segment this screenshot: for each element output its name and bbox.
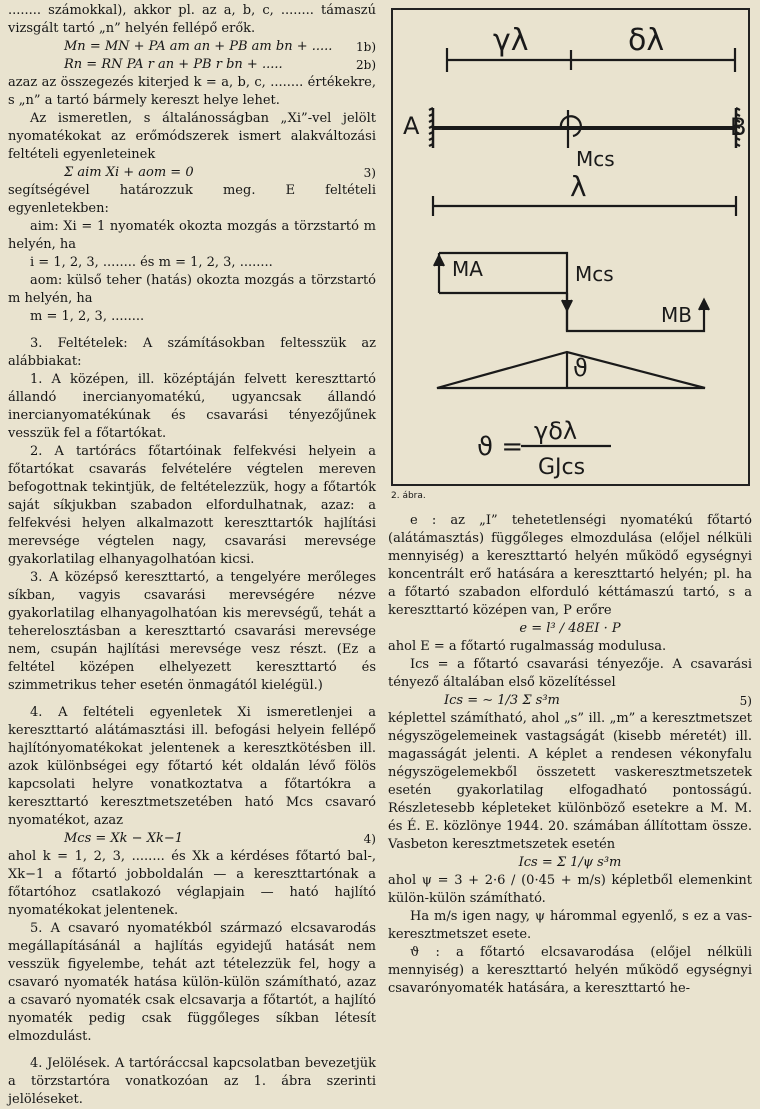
label-mb: MB — [661, 303, 692, 327]
paragraph: i = 1, 2, 3, ........ és m = 1, 2, 3, ........ — [30, 255, 273, 270]
paragraph: aim: Xi = 1 nyomaték okozta mozgás a törzstartó m helyén, ha — [8, 219, 376, 252]
equation-text: Mcs = Xk − Xk−1 — [64, 831, 184, 846]
arrow-mb — [699, 300, 709, 310]
paragraph: ϑ : a főtartó elcsavarodása (előjel nélküli mennyiség) a kereszttartó helyén működő egységnyi csavarónyomaték hatására, a kereszttartó he- — [388, 945, 752, 996]
formula-numerator: γδλ — [534, 417, 578, 445]
label-lambda: λ — [570, 170, 587, 203]
paragraph: 2. A tartórács főtartóinak felfekvési helyein a főtartókat csavarás felvételére végtelen mereven befogottnak tekintjük, de feltételezzük, hogy a főtartók saját síkjukban szabadon elfordulhatnak, azaz: a felfekvési helyen alkalmazott kereszttartók hajlítási merevsége végtelen nagy, csavarási merevsége gyakorlatilag elhanyagolhatóan kicsi. — [8, 444, 376, 567]
equation-number: 3) — [363, 166, 376, 180]
paragraph: 5. A csavaró nyomatékból származó elcsavarodás megállapításánál a hajlítás egyidejű hatását nem vesszük figyelembe, tehát azt tételezzük fel, hogy a csavaró nyomaték hatása külön-külön számítható, azaz a csavaró nyomaték csak elcsavarja a főtartót, a hajlító nyomaték pedig csak függőleges síkban létesít elmozdulást. — [8, 921, 376, 1044]
paragraph: e : az „I” tehetetlenségi nyomatékú főtartó (alátámasztás) függőleges elmozdulása (előjel nélküli mennyiség) a kereszttartó helyén működő egységnyi koncentrált erő hatására a kereszttartó helyén; pl. ha a főtartó szabadon elforduló kéttámaszú tartó, s a kereszttartó középen van, P erőre — [388, 513, 752, 618]
paragraph: 4. Jelölések. A tartóráccsal kapcsolatban bevezetjük a törzstartóra vonatkozóan az 1. ábra szerinti jelöléseket. — [8, 1056, 376, 1107]
label-gamma-lambda: γλ — [493, 23, 529, 58]
equation — [8, 56, 376, 74]
paragraph: Ics = a főtartó csavarási tényezője. A csavarási tényező általában első közelítéssel — [388, 657, 752, 690]
paragraph: 1. A középen, ill. középtáján felvett kereszttartó állandó inercianyomatékú, ugyancsak állandó inercianyomatékúnak és csavarási tényezőjűnek vesszük fel a főtartókat. — [8, 372, 376, 441]
paragraph: azaz az összegezés kiterjed k = a, b, c, ........ értékekre, s „n” a tartó bármely kereszt helye lehet. — [8, 75, 376, 108]
paragraph: képlettel számítható, ahol „s” ill. „m” a keresztmetszet négyszögelemeinek vastagságát (kisebb méretét) ill. magasságát jelenti. A képlet a rendesen vékonyfalu négyszögelemekből összetett vaskeresztmetszetek esetén gyakorlatilag elfogadható pontosságú. Részletesebb képleteket különböző esetekre a M. M. és É. E. közlönye 1944. 20. számában állítottam össze. Vasbeton keresztmetszetek esetén — [388, 711, 752, 852]
paragraph: ........ számokkal), akkor pl. az a, b, c, ........ támaszú vizsgált tartó „n” helyén fellépő erők. — [8, 3, 376, 36]
equation — [8, 38, 376, 56]
paragraph: 3. A középső kereszttartó, a tengelyére merőleges síkban, vagyis csavarási merevségére nézve gyakorlatilag elhanyagolhatóan kis merevségű, tehát a teherelosztásban a kereszttartó csavarási merevsége nem, csupán hajlítási merevsége vesz részt. (Ez a feltétel középen elhelyezett kereszttartó és szimmetrikus teher esetén önmagától kielégül.) — [8, 570, 376, 693]
label-mcs: Mcs — [576, 147, 615, 171]
spacer — [8, 326, 376, 335]
equation-number: 5) — [739, 694, 752, 708]
paragraph: Az ismeretlen, s általánosságban „Xi”-vel jelölt nyomatékokat az erőmódszerek ismert alakváltozási feltételi egyenleteinek — [8, 111, 376, 162]
formula-denominator: GJcs — [538, 455, 586, 480]
spacer — [8, 1046, 376, 1055]
equation-text: Mn = MN + PA am an + PB am bn + ..... — [64, 39, 333, 54]
figure-svg — [393, 10, 748, 484]
paragraph: ahol E = a főtartó rugalmasság modulusa. — [388, 639, 667, 654]
paragraph: ahol k = 1, 2, 3, ........ és Xk a kérdéses főtartó bal-, Xk−1 a főtartó jobboldalán — a kereszttartónak a főtartóhoz csatlakozó véglapjain — ható hajlító nyomatékokat jelentenek. — [8, 849, 376, 918]
paragraph: ahol ψ = 3 + 2·6 / (0·45 + m/s) képletből elemenkint külön-külön számítható. — [388, 873, 752, 906]
label-ma: MA — [452, 257, 483, 281]
label-mcs-diagram: Mcs — [575, 262, 614, 286]
equation — [8, 164, 376, 182]
formula: Ics = Σ 1/ψ s³m — [518, 855, 622, 870]
formula: e = l³ / 48EI · P — [519, 621, 621, 636]
arrow-ma — [434, 256, 444, 266]
spacer — [8, 695, 376, 704]
paragraph: aom: külső teher (hatás) okozta mozgás a törzstartó m helyén, ha — [8, 273, 376, 306]
paragraph: 4. A feltételi egyenletek Xi ismeretlenjei a kereszttartó alátámasztási ill. befogási helyein fellépő hajlítónyomatékokat jelentenek a keresztkötésben ill. azok különbségei egy főtartó két oldalán lévő fölös kapcsolati helyre vonatkoztatva a főtartókra a kereszttartó keresztmetszetében ható Mcs csavaró nyomatékot, azaz — [8, 705, 376, 828]
equation-number: 1b) — [356, 40, 376, 54]
equation-text: Ics = ∼ 1/3 Σ s³m — [444, 693, 560, 708]
equation-number: 2b) — [356, 58, 376, 72]
figure-caption: 2. ábra. — [391, 491, 426, 501]
equation-number: 4) — [363, 832, 376, 846]
paragraph: 3. Feltételek: A számításokban feltesszük az alábbiakat: — [8, 336, 376, 369]
paragraph: segítségével határozzuk meg. E feltételi egyenletekben: — [8, 183, 376, 216]
right-column — [388, 512, 752, 998]
equation-text: Σ aim Xi + aom = 0 — [64, 165, 194, 180]
rotation-diagram — [437, 352, 705, 388]
paragraph: m = 1, 2, 3, ........ — [30, 309, 145, 324]
figure-2 — [391, 8, 750, 486]
label-support-a: A — [403, 112, 420, 140]
label-support-b: B — [730, 113, 747, 141]
equation — [8, 830, 376, 848]
paragraph: Ha m/s igen nagy, ψ hárommal egyenlő, s ez a vas-keresztmetszet esete. — [388, 909, 752, 942]
equation — [388, 692, 752, 710]
arrow-mcs — [562, 300, 572, 310]
equation-text: Rn = RN PA r an + PB r bn + ..... — [64, 57, 283, 72]
label-theta: ϑ — [573, 354, 588, 382]
label-delta-lambda: δλ — [628, 23, 665, 58]
formula-theta-lhs: ϑ = — [477, 432, 524, 462]
left-column — [8, 2, 376, 1109]
